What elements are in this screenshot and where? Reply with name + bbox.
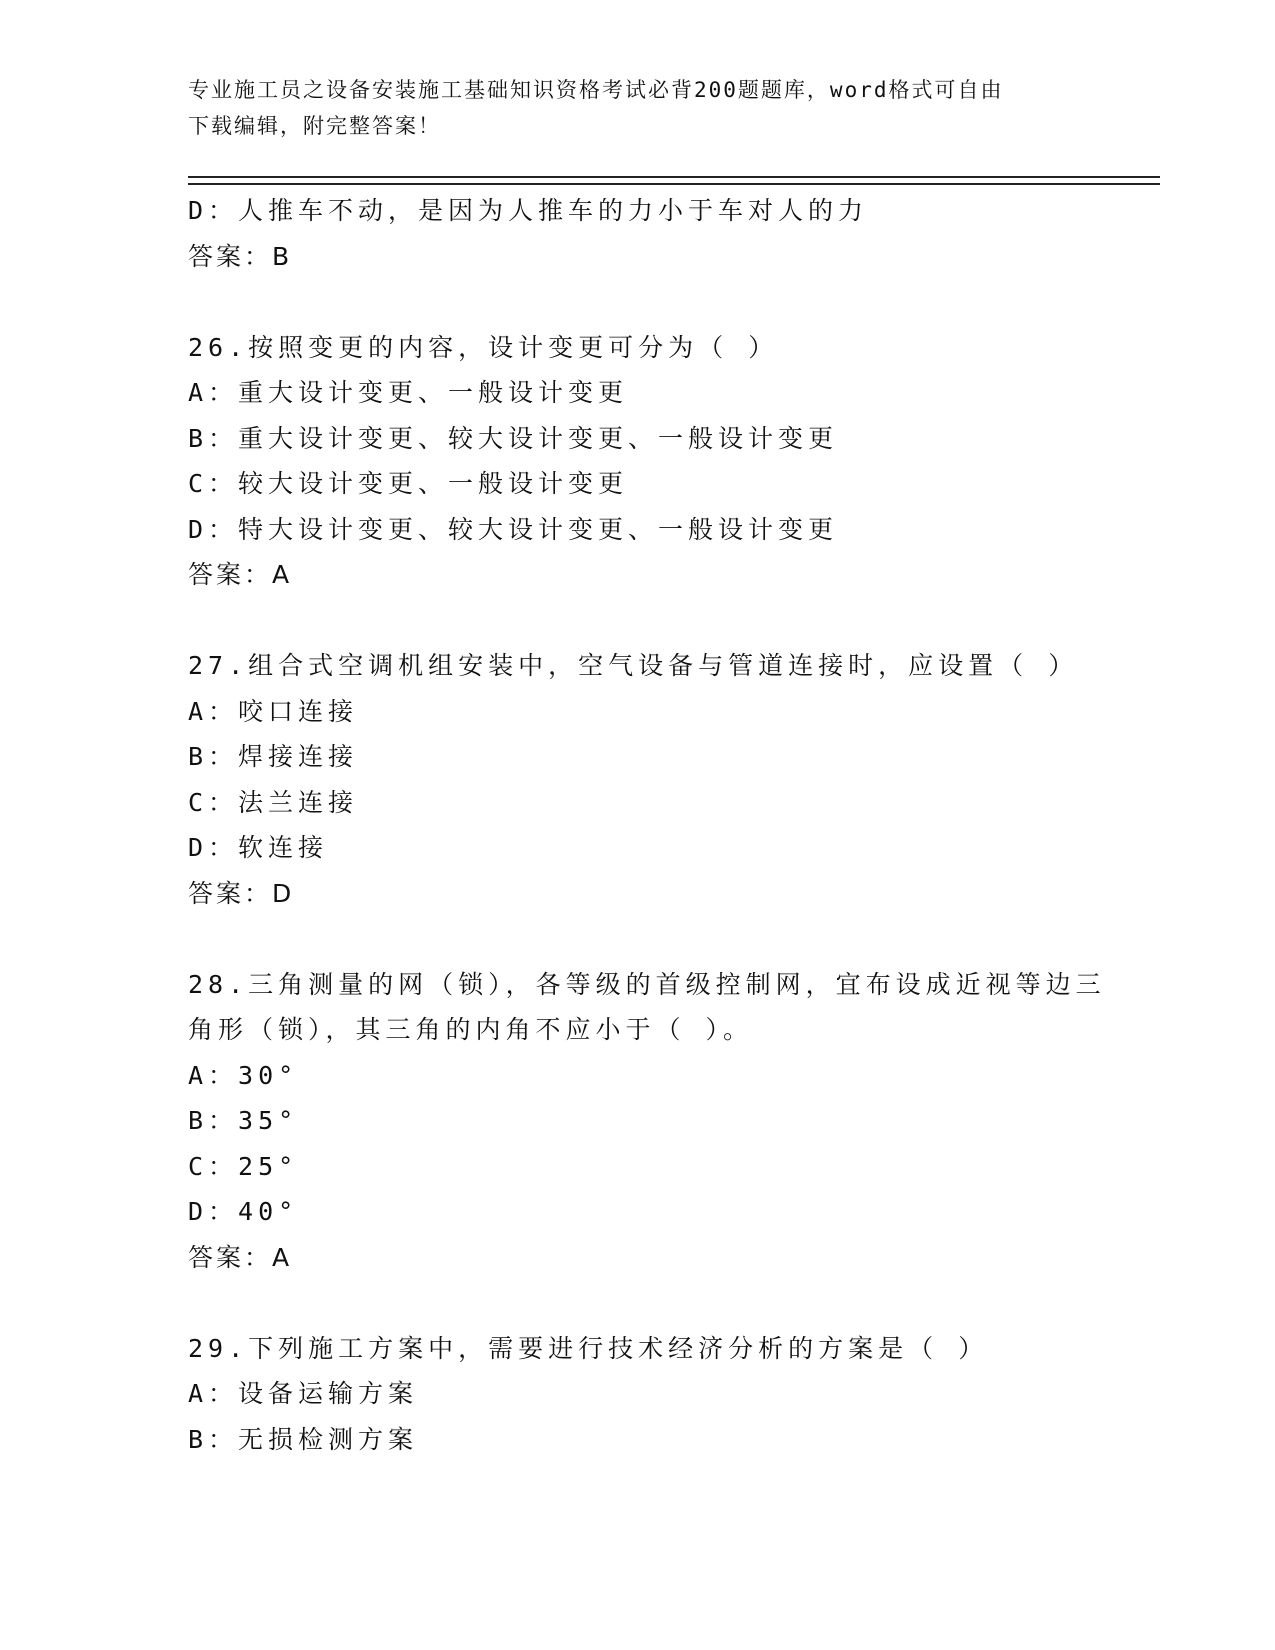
answer: 答案：A: [188, 1242, 293, 1272]
option-a: A：设备运输方案: [188, 1379, 419, 1408]
option-b: B：35°: [188, 1106, 299, 1135]
question-stem: 27.组合式空调机组安装中，空气设备与管道连接时，应设置（ ）: [188, 651, 1079, 680]
question-stem-line-2: 角形（锁），其三角的内角不应小于（ ）。: [188, 1015, 754, 1044]
option-a: A：重大设计变更、一般设计变更: [188, 378, 629, 407]
question-28: [188, 962, 1106, 1281]
option-b: B：焊接连接: [188, 742, 359, 771]
header-divider-top: [188, 176, 1160, 178]
question-stem-line-1: 28.三角测量的网（锁），各等级的首级控制网，宜布设成近视等边三: [188, 969, 1106, 999]
option-d: D：特大设计变更、较大设计变更、一般设计变更: [188, 514, 839, 544]
header-line-2: 下载编辑，附完整答案！: [188, 114, 441, 138]
option-d: D：软连接: [188, 833, 329, 862]
question-stem: 29.下列施工方案中，需要进行技术经济分析的方案是（ ）: [188, 1333, 989, 1363]
option-d: D：40°: [188, 1197, 299, 1226]
option-b: B：无损检测方案: [188, 1424, 419, 1454]
option-a: A：30°: [188, 1060, 299, 1090]
question-29: [188, 1326, 1088, 1463]
option-b: B：重大设计变更、较大设计变更、一般设计变更: [188, 423, 839, 453]
question-26: [188, 325, 1088, 598]
question-content: [188, 188, 1106, 1462]
prev-question-option-d: D：人推车不动，是因为人推车的力小于车对人的力: [188, 196, 869, 225]
option-c: C：较大设计变更、一般设计变更: [188, 469, 629, 498]
spacer: [188, 598, 1088, 644]
question-stem: 26.按照变更的内容，设计变更可分为（ ）: [188, 332, 779, 362]
answer: 答案：D: [188, 878, 295, 908]
prev-question-answer: 答案：B: [188, 241, 293, 271]
option-a: A：咬口连接: [188, 696, 359, 726]
document-header: [188, 72, 1088, 144]
spacer: [188, 1280, 1088, 1326]
spacer: [188, 916, 1088, 962]
option-c: C：法兰连接: [188, 787, 359, 817]
spacer: [188, 279, 1088, 325]
header-line-1: 专业施工员之设备安装施工基础知识资格考试必背200题题库，word格式可自由: [188, 78, 1004, 102]
option-c: C：25°: [188, 1151, 299, 1181]
answer: 答案：A: [188, 560, 293, 589]
question-27: [188, 643, 1088, 916]
header-divider-bottom: [188, 183, 1160, 185]
